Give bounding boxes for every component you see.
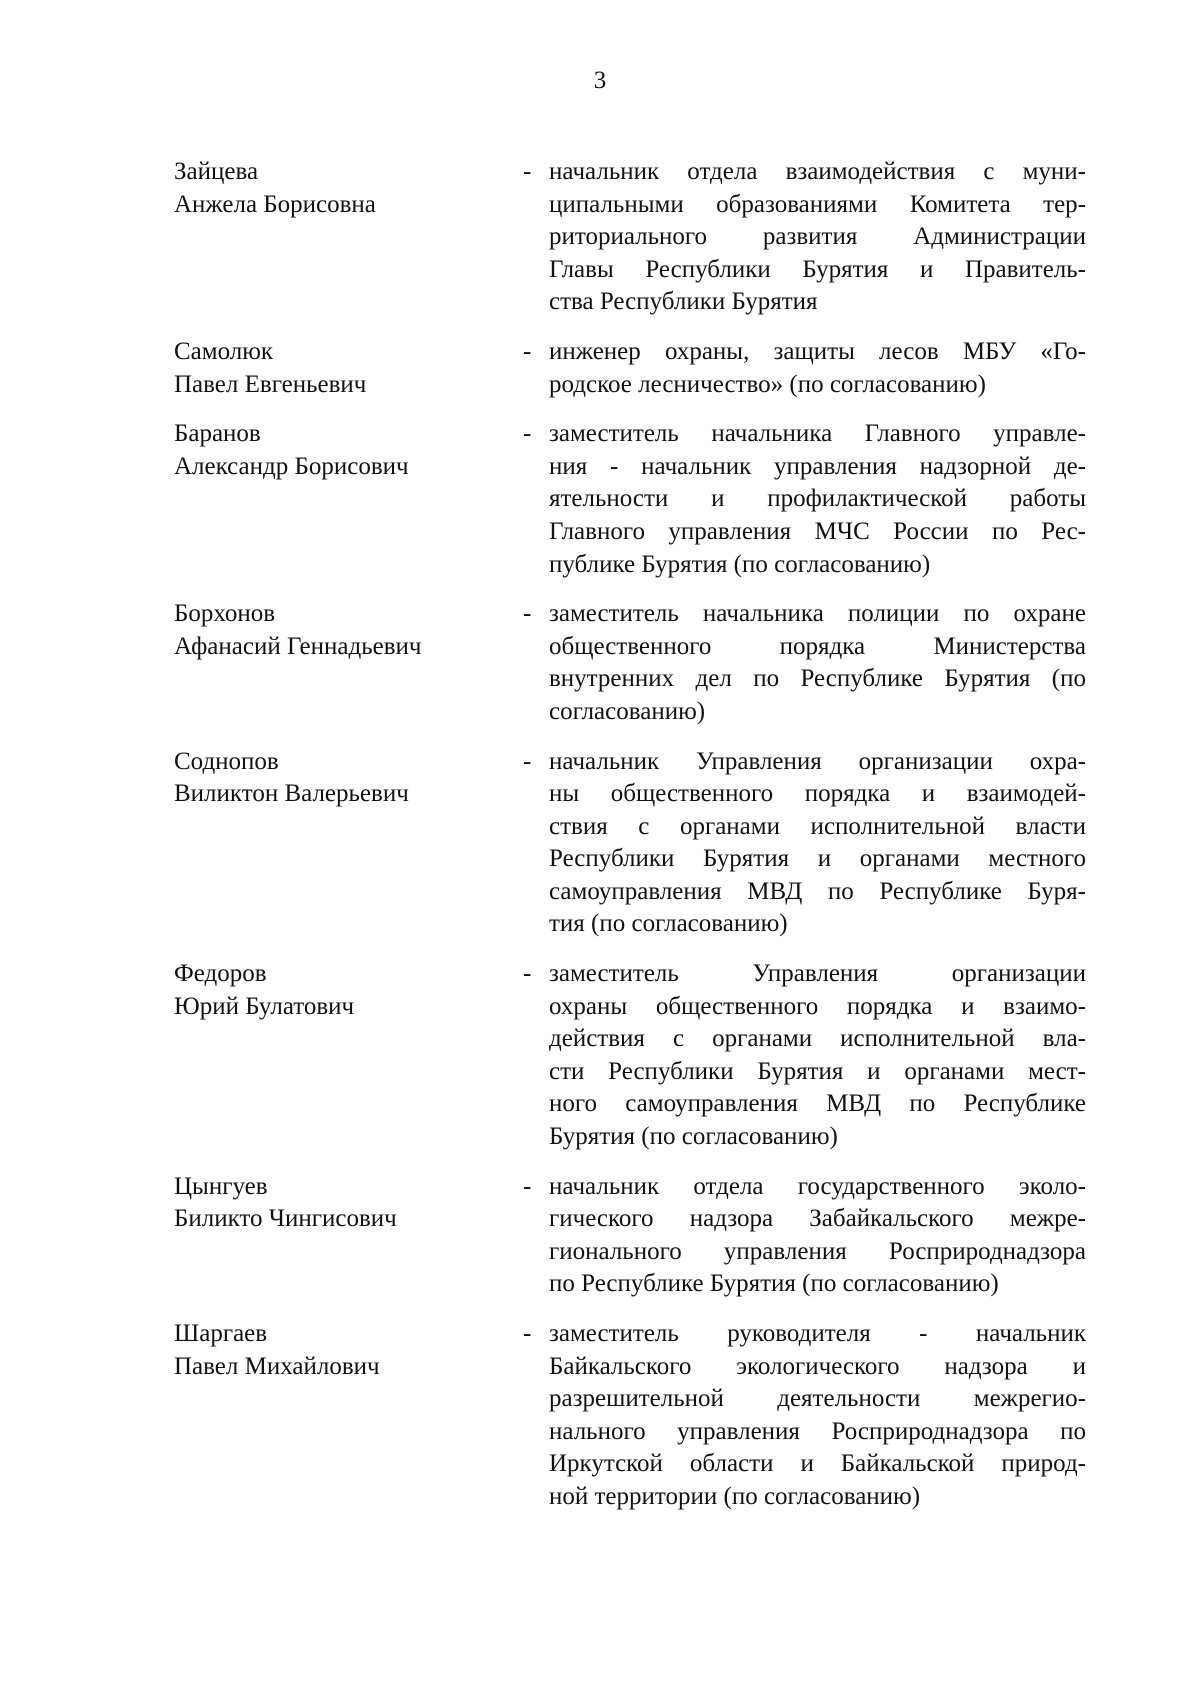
position-line: заместитель Управления организации (549, 960, 1086, 988)
position-line: заместитель начальника Главного управле- (549, 420, 1086, 448)
member-given-names: Анжела Борисовна (174, 190, 376, 218)
position-line: тия (по согласованию) (549, 910, 788, 938)
member-surname: Зайцева (174, 158, 259, 185)
member-entry (174, 958, 1086, 1154)
position-line: родское лесничество» (по согласованию) (549, 370, 986, 398)
member-position (549, 418, 1086, 581)
member-name (174, 336, 523, 401)
member-surname: Шаргаев (174, 1320, 268, 1347)
member-surname: Баранов (174, 420, 261, 448)
member-given-names: Афанасий Геннадьевич (174, 632, 422, 660)
member-list (174, 156, 1086, 1514)
member-entry (174, 156, 1086, 319)
position-line: общественного порядка Министерства (549, 632, 1086, 660)
position-line: ной территории (по согласованию) (549, 1482, 921, 1510)
member-entry (174, 418, 1086, 581)
page-number: 3 (593, 67, 607, 94)
member-position (549, 336, 1086, 401)
position-line: ствия с органами исполнительной власти (549, 812, 1086, 840)
member-position (549, 156, 1086, 319)
member-name (174, 156, 523, 319)
position-line: начальник Управления организации охра- (549, 747, 1086, 775)
separator-dash: - (523, 158, 532, 185)
member-entry (174, 746, 1086, 942)
position-line: ятельности и профилактической работы (549, 485, 1086, 513)
position-line: публике Бурятия (по согласованию) (549, 550, 931, 578)
separator-dash: - (523, 337, 532, 365)
member-name (174, 1171, 523, 1301)
member-given-names: Александр Борисович (174, 452, 409, 480)
member-surname: Соднопов (174, 747, 279, 775)
position-line: согласованию) (549, 697, 706, 725)
member-given-names: Павел Михайлович (174, 1352, 380, 1380)
member-given-names: Биликто Чингисович (174, 1205, 397, 1233)
member-name (174, 598, 523, 728)
position-line: Иркутской области и Байкальской природ- (549, 1450, 1086, 1478)
position-line: ства Республики Бурятия (549, 288, 818, 316)
position-line: внутренних дел по Республике Бурятия (по (549, 665, 1086, 693)
member-surname: Борхонов (174, 600, 276, 628)
position-line: действия с органами исполнительной вла- (549, 1025, 1086, 1053)
position-line: гионального управления Росприроднадзора (549, 1237, 1086, 1265)
member-surname: Цынгуев (174, 1172, 268, 1200)
position-line: заместитель руководителя - начальник (549, 1320, 1086, 1347)
member-given-names: Юрий Булатович (174, 992, 355, 1020)
position-line: ны общественного порядка и взаимодей- (549, 780, 1086, 808)
position-line: нального управления Росприроднадзора по (549, 1417, 1086, 1445)
member-surname: Самолюк (174, 337, 274, 365)
position-line: начальник отдела взаимодействия с муни- (549, 158, 1086, 185)
member-position (549, 598, 1086, 728)
position-line: ципальными образованиями Комитета тер- (549, 190, 1086, 218)
position-line: самоуправления МВД по Республике Буря- (549, 877, 1086, 905)
position-line: инженер охраны, защиты лесов МБУ «Го- (549, 337, 1086, 365)
member-entry (174, 336, 1086, 401)
member-name (174, 1318, 523, 1514)
position-line: Главы Республики Бурятия и Правитель- (549, 255, 1086, 283)
member-name (174, 418, 523, 581)
separator-dash: - (523, 1172, 532, 1200)
member-given-names: Павел Евгеньевич (174, 370, 367, 398)
member-entry (174, 598, 1086, 728)
position-line: сти Республики Бурятия и органами мест- (549, 1057, 1086, 1085)
separator-dash: - (523, 960, 532, 988)
position-line: риториального развития Администрации (549, 223, 1086, 251)
separator-dash: - (523, 600, 532, 628)
member-position (549, 746, 1086, 942)
member-entry (174, 1318, 1086, 1514)
position-line: заместитель начальника полиции по охране (549, 600, 1086, 628)
member-position (549, 1318, 1086, 1514)
position-line: охраны общественного порядка и взаимо- (549, 992, 1086, 1020)
member-given-names: Виликтон Валерьевич (174, 780, 409, 808)
position-line: Бурятия (по согласованию) (549, 1123, 838, 1151)
member-name (174, 746, 523, 942)
position-line: начальник отдела государственного эколо- (549, 1172, 1086, 1200)
position-line: разрешительной деятельности межрегио- (549, 1385, 1086, 1413)
separator-dash: - (523, 420, 532, 448)
position-line: по Республике Бурятия (по согласованию) (549, 1270, 999, 1298)
member-position (549, 958, 1086, 1154)
separator-dash: - (523, 1320, 532, 1347)
member-name (174, 958, 523, 1154)
position-line: Байкальского экологического надзора и (549, 1352, 1086, 1380)
member-surname: Федоров (174, 960, 267, 988)
position-line: Республики Бурятия и органами местного (549, 845, 1086, 873)
member-position (549, 1171, 1086, 1301)
position-line: Главного управления МЧС России по Рес- (549, 517, 1086, 545)
member-entry (174, 1171, 1086, 1301)
position-line: ного самоуправления МВД по Республике (549, 1090, 1086, 1118)
position-line: гического надзора Забайкальского межре- (549, 1205, 1086, 1233)
position-line: ния - начальник управления надзорной де- (549, 452, 1086, 480)
separator-dash: - (523, 747, 532, 775)
